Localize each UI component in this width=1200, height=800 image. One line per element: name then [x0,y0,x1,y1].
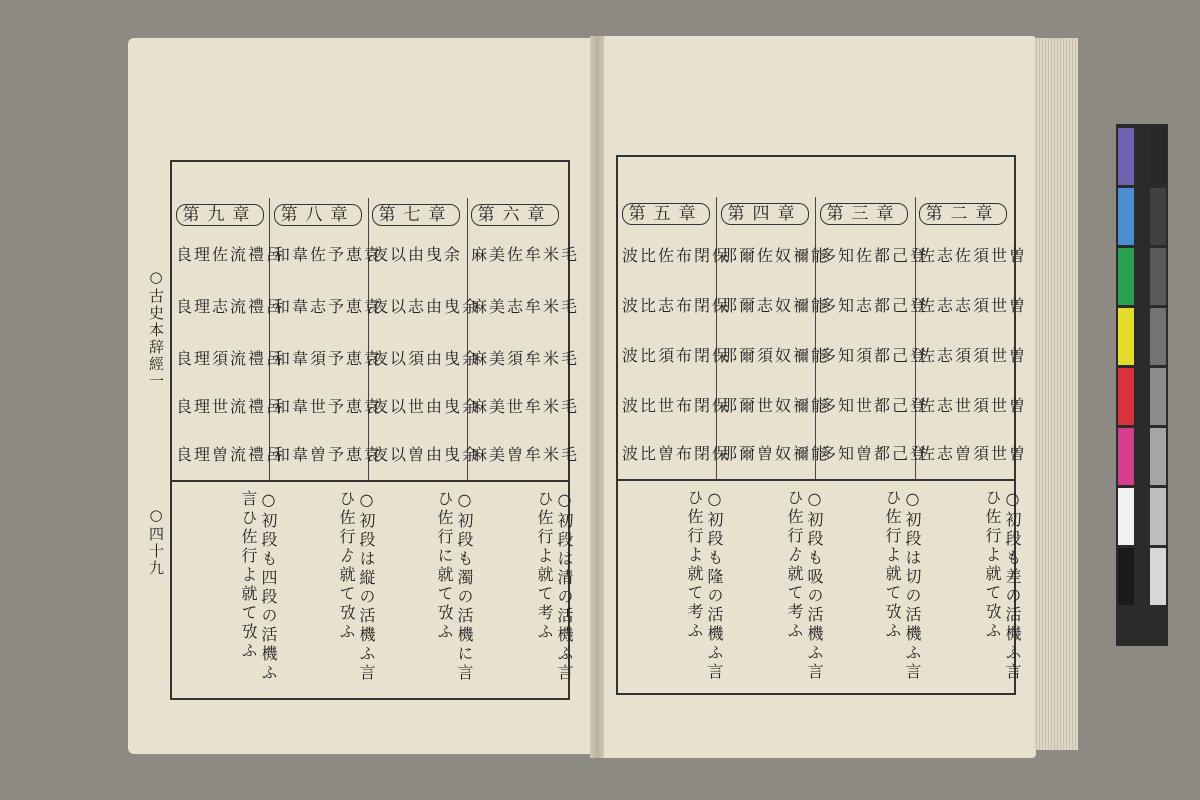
syllable-row: 麻美曽牟米毛 [471,445,580,464]
chapter-header: 第七章 [372,204,460,226]
syllable-row: 夜以須由曳余 [372,349,481,368]
chapter-header: 第六章 [471,204,559,226]
syllable-row: 和韋佐予恵袁 [274,245,383,264]
margin-title: ○古史本辞經一 [147,268,165,390]
column-divider [915,197,916,479]
page-edges [1034,38,1078,750]
syllable-row: 佐志世須世曽 [919,396,1028,415]
chapter-header: 第五章 [622,203,710,225]
syllable-row: 多知世都己登 [820,396,929,415]
commentary-column: ○初段も差の活機ふ言ひ佐行よ就て攷ふ [983,489,1022,682]
chapter-header: 第九章 [176,204,264,226]
color-swatch [1118,368,1134,425]
table-divider [618,479,1014,481]
commentary-column: ○初段も隆の活機ふ言ひ佐行よ就て考ふ [685,489,724,682]
syllable-row: 波比志布閉保 [622,296,731,315]
syllable-row: 波比世布閉保 [622,396,731,415]
gray-swatch [1150,548,1166,605]
syllable-row: 多知曽都己登 [820,444,929,463]
syllable-row: 麻美須牟米毛 [471,349,580,368]
table-divider [172,480,568,482]
commentary-column: ○初段は切の活機ふ言ひ佐行よ就て攷ふ [883,489,922,682]
syllable-row: 波比須布閉保 [622,346,731,365]
left-table-frame [170,160,580,700]
syllable-row: 那爾世奴禰能 [721,396,830,415]
syllable-row: 麻美佐牟米毛 [471,245,580,264]
gray-swatch [1150,248,1166,305]
chapter-header: 第四章 [721,203,809,225]
syllable-row: 夜以志由曳余 [372,297,481,316]
gray-swatch [1150,368,1166,425]
syllable-row: 良理世流禮呂 [176,397,285,416]
gray-swatch [1150,188,1166,245]
syllable-row: 佐志須須世曽 [919,346,1028,365]
syllable-row: 和韋須予恵袁 [274,349,383,368]
color-swatch [1118,128,1134,185]
syllable-row: 那爾志奴禰能 [721,296,830,315]
column-divider [269,198,270,480]
gray-swatch [1150,428,1166,485]
color-swatch [1118,248,1134,305]
column-divider [716,197,717,479]
syllable-row: 和韋曽予恵袁 [274,445,383,464]
syllable-row: 良理志流禮呂 [176,297,285,316]
chapter-header: 第八章 [274,204,362,226]
syllable-row: 麻美世牟米毛 [471,397,580,416]
syllable-row: 良理曽流禮呂 [176,445,285,464]
syllable-row: 那爾佐奴禰能 [721,246,830,265]
syllable-row: 和韋世予恵袁 [274,397,383,416]
syllable-row: 佐志志須世曽 [919,296,1028,315]
syllable-row: 佐志佐須世曽 [919,246,1028,265]
color-swatch [1118,548,1134,605]
syllable-row: 良理須流禮呂 [176,349,285,368]
color-calibration-chart [1116,124,1168,646]
color-swatch [1118,308,1134,365]
syllable-row: 夜以由曳余 [372,245,463,264]
gray-swatch [1150,308,1166,365]
syllable-row: 和韋志予恵袁 [274,297,383,316]
syllable-row: 夜以曽由曳余 [372,445,481,464]
right-table-frame [616,155,1028,695]
commentary-column: ○初段は清の活機ふ言ひ佐行よ就て考ふ [535,490,574,683]
book-spine [590,36,604,758]
color-swatch [1118,428,1134,485]
syllable-row: 多知志都己登 [820,296,929,315]
commentary-column: ○初段も吸の活機ふ言ひ佐行ゟ就て考ふ [785,489,824,682]
syllable-row: 夜以世由曳余 [372,397,481,416]
column-divider [815,197,816,479]
page-number: ○四十九 [147,506,165,577]
syllable-row: 麻美志牟米毛 [471,297,580,316]
syllable-row: 多知須都己登 [820,346,929,365]
column-divider [368,198,369,480]
chapter-header: 第三章 [820,203,908,225]
syllable-row: 那爾曽奴禰能 [721,444,830,463]
commentary-column: ○初段は縦の活機ふ言ひ佐行ゟ就て攷ふ [337,490,376,683]
column-divider [467,198,468,480]
syllable-row: 波比曽布閉保 [622,444,731,463]
syllable-row: 那爾須奴禰能 [721,346,830,365]
commentary-column: ○初段も濁の活機に言ひ佐行に就て攷ふ [435,490,474,683]
syllable-row: 佐志曽須世曽 [919,444,1028,463]
color-swatch [1118,488,1134,545]
syllable-row: 多知佐都己登 [820,246,929,265]
gray-swatch [1150,128,1166,185]
gray-swatch [1150,488,1166,545]
chapter-header: 第二章 [919,203,1007,225]
commentary-column: ○初段も四段の活機ふ言ひ佐行よ就て攷ふ [239,490,278,683]
syllable-row: 波比佐布閉保 [622,246,731,265]
color-swatch [1118,188,1134,245]
syllable-row: 良理佐流禮呂 [176,245,285,264]
